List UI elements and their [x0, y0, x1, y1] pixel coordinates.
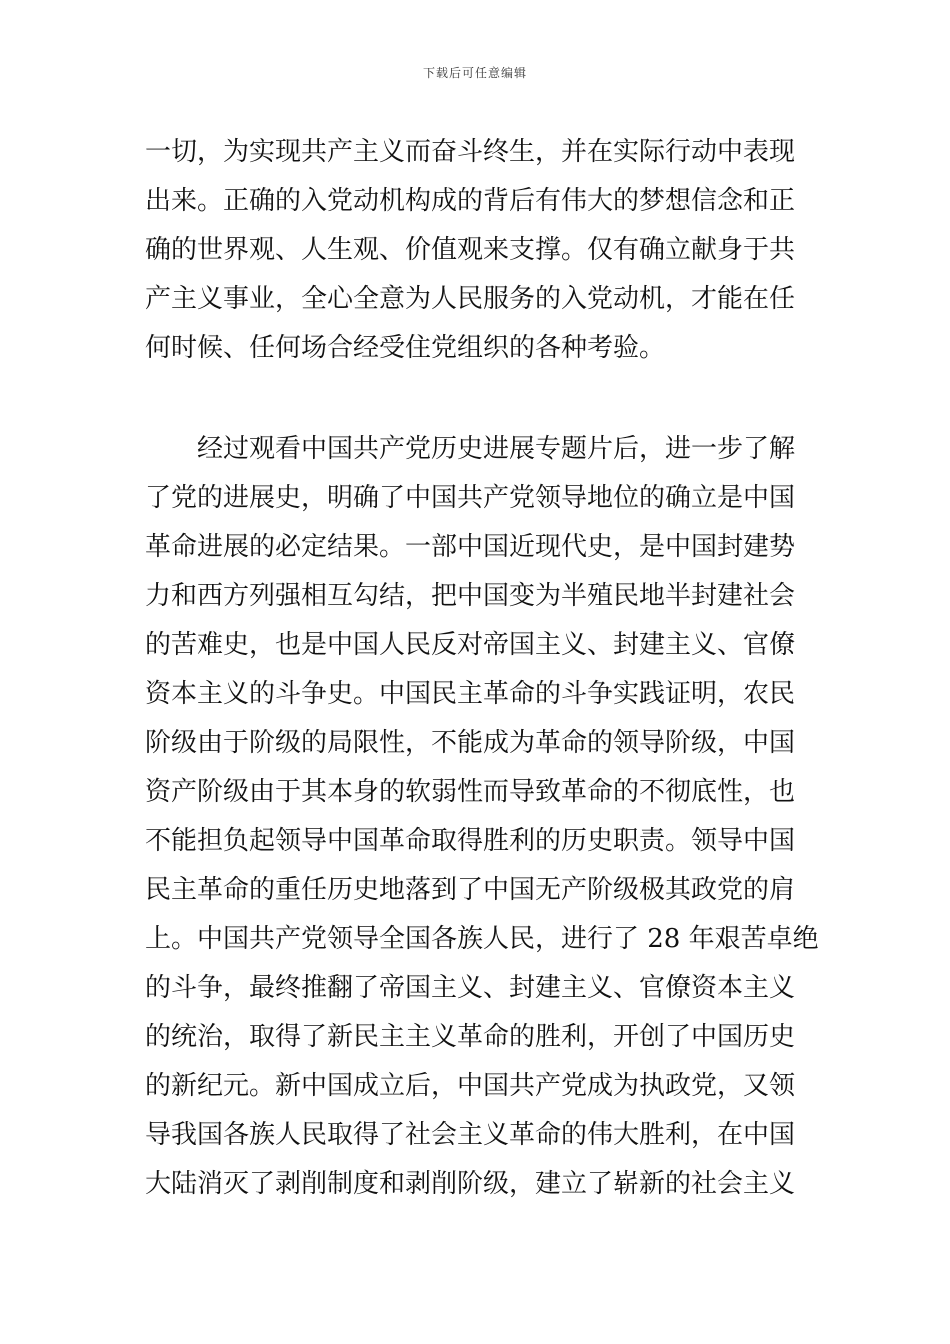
- paragraph-line: 了党的进展史，明确了中国共产党领导地位的确立是中国: [145, 483, 796, 513]
- paragraph-line: 资产阶级由于其本身的软弱性而导致革命的不彻底性，也: [145, 777, 796, 807]
- paragraph-line: 的苦难史，也是中国人民反对帝国主义、封建主义、官僚: [145, 630, 796, 660]
- paragraph-line: 确的世界观、人生观、价值观来支撑。仅有确立献身于共: [145, 235, 796, 265]
- paragraph-line: 资本主义的斗争史。中国民主革命的斗争实践证明，农民: [145, 679, 796, 709]
- paragraph-line: 产主义事业，全心全意为人民服务的入党动机，才能在任: [145, 284, 796, 314]
- paragraph-line: 一切，为实现共产主义而奋斗终生，并在实际行动中表现: [145, 137, 796, 167]
- page-header: 下载后可任意编辑: [422, 66, 527, 80]
- paragraph-line: 阶级由于阶级的局限性，不能成为革命的领导阶级，中国: [145, 728, 796, 758]
- paragraph-line: 导我国各族人民取得了社会主义革命的伟大胜利，在中国: [145, 1120, 796, 1150]
- paragraph-line: 何时候、任何场合经受住党组织的各种考验。: [145, 333, 666, 363]
- paragraph-line: 力和西方列强相互勾结，把中国变为半殖民地半封建社会: [145, 581, 796, 611]
- paragraph-line: 经过观看中国共产党历史进展专题片后，进一步了解: [197, 434, 796, 464]
- paragraph-line: 的新纪元。新中国成立后，中国共产党成为执政党，又领: [145, 1071, 796, 1101]
- paragraph-line: 的统治，取得了新民主主义革命的胜利，开创了中国历史: [145, 1022, 796, 1052]
- paragraph-line: 大陆消灭了剥削制度和剥削阶级，建立了崭新的社会主义: [145, 1169, 796, 1199]
- paragraph-line: 的斗争，最终推翻了帝国主义、封建主义、官僚资本主义: [145, 973, 796, 1003]
- paragraph-line: 革命进展的必定结果。一部中国近现代史，是中国封建势: [145, 532, 796, 562]
- paragraph-2: [145, 425, 819, 1209]
- paragraph-1: [145, 128, 807, 373]
- paragraph-line: 不能担负起领导中国革命取得胜利的历史职责。领导中国: [145, 826, 796, 856]
- paragraph-line: 上。中国共产党领导全国各族人民，进行了 28 年艰苦卓绝: [145, 924, 819, 954]
- paragraph-line: 出来。正确的入党动机构成的背后有伟大的梦想信念和正: [145, 186, 796, 216]
- paragraph-line: 民主革命的重任历史地落到了中国无产阶级极其政党的肩: [145, 875, 796, 905]
